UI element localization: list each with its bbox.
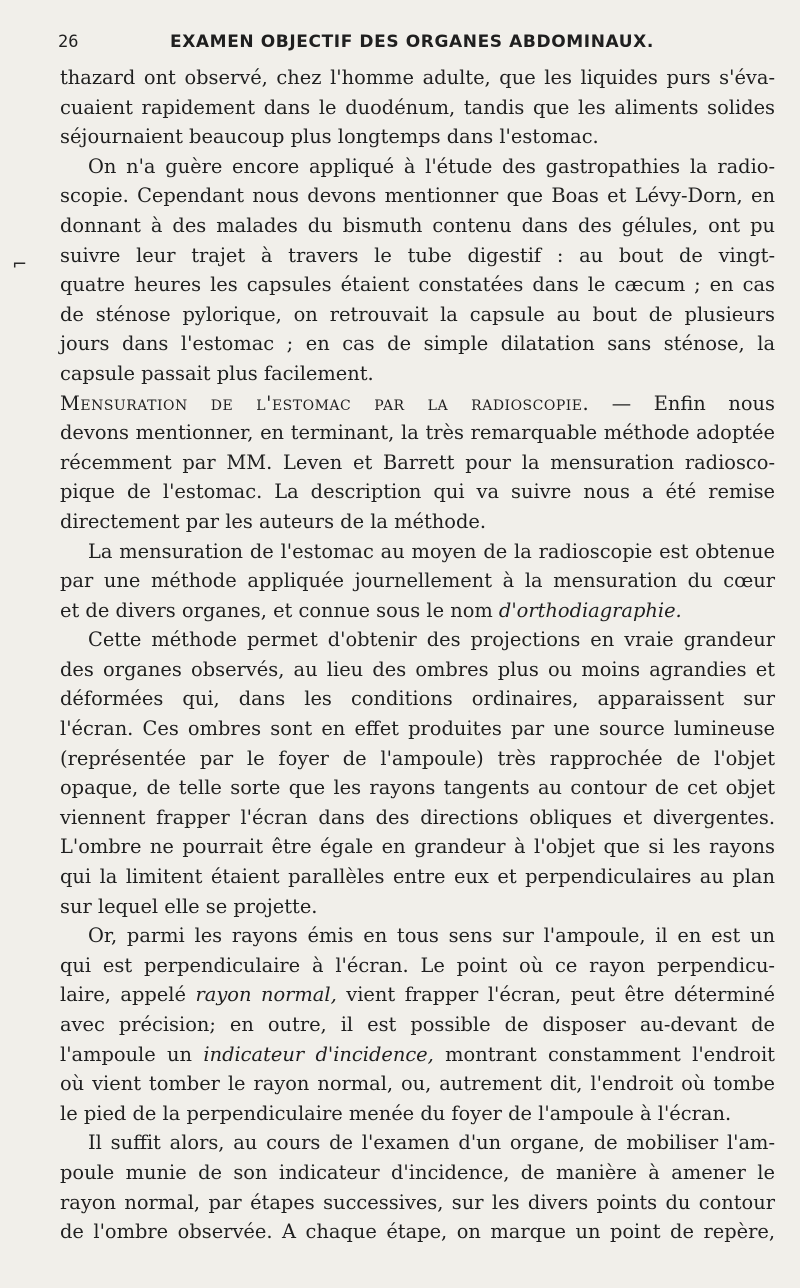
text-line: cuaient rapidement dans le duodénum, tandis que les aliments solides <box>60 95 775 119</box>
text-line: Or, parmi les rayons émis en tous sens sur l'ampoule, il en est un <box>88 924 775 948</box>
paragraph-1 <box>60 63 775 152</box>
paragraph-4 <box>60 537 775 626</box>
text-line: donnant à des malades du bismuth contenu dans des gélules, ont pu <box>60 213 775 237</box>
text-line: par une méthode appliquée journellement à la mensuration du cœur <box>60 569 775 593</box>
text-line: qui la limitent étaient parallèles entre eux et perpendiculaires au plan <box>60 865 775 889</box>
paragraph-5 <box>60 625 775 921</box>
text-line: devons mentionner, en terminant, la très remarquable méthode adoptée <box>60 421 775 445</box>
text-line <box>60 596 775 626</box>
section-heading: Mensuration de l'estomac par la radioscopie. <box>60 391 590 415</box>
text-line: sur lequel elle se projette. <box>60 894 318 918</box>
paragraph-2 <box>60 152 775 389</box>
text-line <box>60 980 775 1010</box>
margin-mark: ⌐ <box>12 254 28 275</box>
text-run: vient frapper l'écran, peut être déterminé <box>336 983 775 1007</box>
text-line: pique de l'estomac. La description qui va suivre nous a été remise <box>60 480 775 504</box>
text-line: poule munie de son indicateur d'incidence, de manière à amener le <box>60 1160 775 1184</box>
italic-term: rayon normal, <box>195 983 337 1007</box>
text-run: laire, appelé <box>60 983 196 1007</box>
text-line: scopie. Cependant nous devons mentionner que Boas et Lévy-Dorn, en <box>60 184 775 208</box>
text-line: directement par les auteurs de la méthode. <box>60 509 487 533</box>
text-line: avec précision; en outre, il est possible de disposer au-devant de <box>60 1013 775 1036</box>
text-run: montrant constamment l'endroit <box>433 1042 775 1066</box>
text-line <box>60 389 775 419</box>
text-line: opaque, de telle sorte que les rayons tangents au contour de cet objet <box>60 776 775 800</box>
text-line: récemment par MM. Leven et Barrett pour la mensuration radiosco- <box>60 450 775 474</box>
text-line: suivre leur trajet à travers le tube digestif : au bout de vingt- <box>60 243 775 267</box>
text-run: et de divers organes, et connue sous le nom <box>60 598 499 622</box>
paragraph-6 <box>60 921 775 1128</box>
body-text <box>60 63 775 1247</box>
text-line: jours dans l'estomac ; en cas de simple dilatation sans sténose, la <box>60 332 775 356</box>
text-line: qui est perpendiculaire à l'écran. Le point où ce rayon perpendicu- <box>60 953 775 977</box>
paragraph-3 <box>60 389 775 537</box>
text-line: rayon normal, par étapes successives, sur les divers points du contour <box>60 1190 775 1214</box>
text-line: séjournaient beaucoup plus longtemps dans l'estomac. <box>60 125 599 149</box>
text-line: La mensuration de l'estomac au moyen de la radioscopie est obtenue <box>88 539 775 563</box>
heading-continuation: — Enfin nous <box>589 391 775 415</box>
text-line: Il suffit alors, au cours de l'examen d'un organe, de mobiliser l'am- <box>88 1131 775 1155</box>
text-line: déformées qui, dans les conditions ordinaires, apparaissent sur <box>60 687 775 711</box>
paragraph-7 <box>60 1128 775 1246</box>
text-line: capsule passait plus facilement. <box>60 361 374 385</box>
italic-term: d'orthodiagraphie. <box>498 598 682 622</box>
text-line: thazard ont observé, chez l'homme adulte, que les liquides purs s'éva- <box>60 66 775 89</box>
text-run: l'ampoule un <box>60 1042 204 1066</box>
page-number: 26 <box>58 32 79 52</box>
italic-term: indicateur d'incidence, <box>203 1042 434 1066</box>
text-line: où vient tomber le rayon normal, ou, autrement dit, l'endroit où tombe <box>60 1072 775 1096</box>
text-line: de sténose pylorique, on retrouvait la capsule au bout de plusieurs <box>60 302 775 326</box>
running-title: EXAMEN OBJECTIF DES ORGANES ABDOMINAUX. <box>170 32 654 52</box>
text-line: (représentée par le foyer de l'ampoule) très rapprochée de l'objet <box>60 746 775 770</box>
text-line: Cette méthode permet d'obtenir des projections en vraie grandeur <box>88 628 775 652</box>
text-line: le pied de la perpendiculaire menée du foyer de l'ampoule à l'écran. <box>60 1101 732 1125</box>
text-line: de l'ombre observée. A chaque étape, on marque un point de repère, <box>60 1220 775 1244</box>
text-line: l'écran. Ces ombres sont en effet produites par une source lumineuse <box>60 717 775 741</box>
text-line: quatre heures les capsules étaient constatées dans le cæcum ; en cas <box>60 273 775 297</box>
text-line: On n'a guère encore appliqué à l'étude des gastropathies la radio- <box>88 154 775 178</box>
page-header <box>58 28 758 56</box>
text-line: des organes observés, au lieu des ombres plus ou moins agrandies et <box>60 657 775 681</box>
text-line <box>60 1040 775 1070</box>
text-line: viennent frapper l'écran dans des directions obliques et divergentes. <box>60 805 775 829</box>
text-line: L'ombre ne pourrait être égale en grandeur à l'objet que si les rayons <box>60 835 775 859</box>
